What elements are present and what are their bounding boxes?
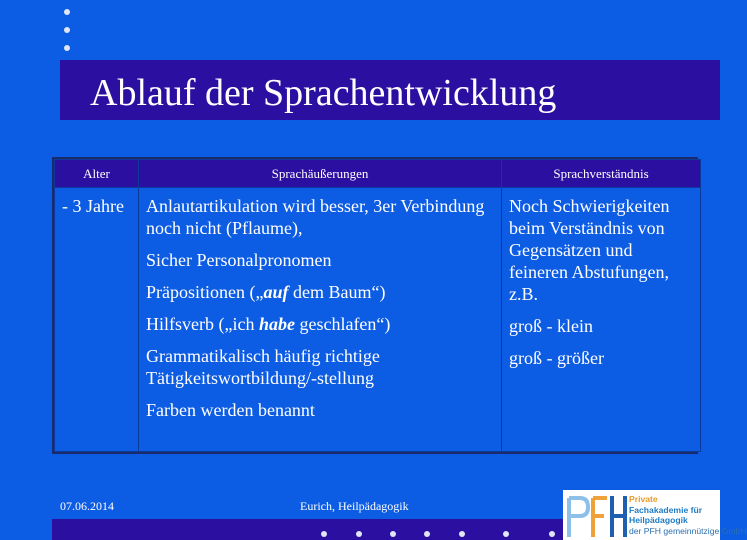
utterance-item: Sicher Personalpronomen [146,250,332,270]
pfh-logo-icon [566,490,628,540]
comprehension-item: groß - klein [509,316,593,336]
development-table [52,157,698,454]
column-header-comprehension: Sprachverständnis [502,160,701,188]
utterance-item [146,281,494,303]
decorative-dot [64,27,70,33]
logo-line: der PFH gemeinnützige GmbH [629,525,747,536]
column-header-utterances: Sprachäußerungen [139,160,502,188]
decorative-dot [64,45,70,51]
utterance-item: Grammatikalisch häufig richtige Tätigkeitswortbildung/-stellung [146,346,380,388]
age-value: - 3 Jahre [62,196,124,216]
utterance-item: Farben werden benannt [146,400,315,420]
footer-author: Eurich, Heilpädagogik [300,499,409,513]
decorative-dot [321,531,327,537]
bottom-bar [52,519,564,540]
comprehension-cell [502,188,701,452]
footer-date: 07.06.2014 [60,499,114,513]
comprehension-item: Noch Schwierigkeiten beim Verständnis von Gegensätzen und feineren Abstufungen, z.B. [509,196,670,304]
utterances-cell [139,188,502,452]
slide-title: Ablauf der Sprachentwicklung [90,72,557,114]
decorative-dot [390,531,396,537]
utterance-text: geschlafen“) [294,314,391,334]
emphasis-word: auf [263,282,289,302]
pfh-logo [563,490,747,540]
column-header-age: Alter [55,160,139,188]
logo-line: Fachakademie für [629,504,703,515]
decorative-dot [459,531,465,537]
table-header-row [55,160,701,188]
utterance-text: Präpositionen („ [146,282,264,302]
decorative-dot [424,531,430,537]
emphasis-word: habe [258,314,295,334]
decorative-dot [64,9,70,15]
logo-line: Heilpädagogik [629,515,688,525]
utterance-text: Hilfsverb („ich [146,314,259,334]
logo-text [629,494,747,536]
utterance-item [146,313,494,335]
decorative-dot [549,531,555,537]
decorative-dot [356,531,362,537]
utterance-text: dem Baum“) [288,282,386,302]
logo-line: Private [629,494,658,504]
comprehension-item: groß - größer [509,348,604,368]
decorative-dot [503,531,509,537]
utterance-item: Anlautartikulation wird besser, 3er Verbindung noch nicht (Pflaume), [146,196,485,238]
age-cell [55,188,139,452]
table-row [55,188,701,452]
